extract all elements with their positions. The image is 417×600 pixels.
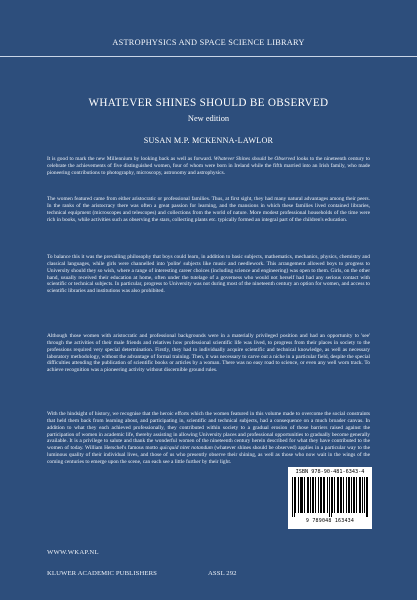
barcode-bar [313, 477, 314, 513]
blurb-paragraph-3: To balance this it was the prevailing philosophy that boys could learn, in addition to basic subjects, mathematics, mechanics, physics, chemistry and classical languages, while girls were channelled into 'polite' subjects like music and needlework. This arrangement allowed boys to progress to University should they so wish, where a range of interesting career choices (including science and engineering) was open to them. Girls, on the other hand, usually received their education at home, often under the tutelage of a governess who would not herself had had any serious contact with scientific or technical subjects. In particular, progress to University was not during most of the nineteenth century an option for women, and access to scientific libraries and institutions was also prohibited. [47, 254, 370, 295]
barcode-bar [353, 477, 354, 513]
barcode-bar [341, 477, 342, 513]
assl-volume-number: ASSL 292 [208, 570, 237, 577]
barcode-bar [364, 477, 365, 513]
barcode-bar [295, 477, 296, 513]
edition-label: New edition [187, 114, 230, 123]
barcode-bar [354, 477, 355, 513]
blurb-paragraph-1-text-b: looks to the nineteenth century to celebrate the achievements of five distinguished women, four of whom were born in Ireland while the fifth married into an Irish family, who made pioneering contributions to photography, microscopy, astronomy and astrophysics. [47, 156, 370, 176]
barcode-bar [346, 477, 347, 513]
barcode-bar [327, 477, 328, 513]
herschel-motto: quicquid nitet notandum [159, 445, 213, 452]
barcode-bar [310, 477, 311, 513]
barcode-bar [343, 477, 344, 513]
barcode-bar [351, 477, 352, 513]
barcode-bar [324, 477, 325, 513]
barcode-bar [334, 477, 335, 513]
barcode-bar [321, 477, 322, 513]
barcode-bar [300, 477, 301, 513]
blurb-paragraph-1-text-a: It is good to mark the new Millennium by looking back as well as forward. [47, 156, 214, 162]
barcode-bar [318, 477, 319, 513]
barcode-bar [332, 477, 333, 513]
barcode-bar [360, 477, 361, 513]
publisher-name: KLUWER ACADEMIC PUBLISHERS [47, 570, 157, 577]
barcode-bar [294, 477, 295, 517]
blurb-paragraph-5 [47, 411, 370, 466]
barcode-bar [292, 477, 293, 517]
blurb-paragraph-1 [47, 156, 370, 177]
barcode-bar [312, 477, 313, 513]
barcode-bar [304, 477, 305, 513]
barcode-bar [349, 477, 350, 513]
author-name: SUSAN M.P. MCKENNA-LAWLOR [143, 136, 274, 145]
barcode-bar [340, 477, 341, 513]
book-title: WHATEVER SHINES SHOULD BE OBSERVED [88, 97, 329, 109]
barcode-bar [367, 477, 368, 517]
barcode-bar [366, 477, 367, 517]
barcode-bar [329, 477, 330, 517]
barcode-bar [331, 477, 332, 517]
barcode-bar [301, 477, 302, 513]
blurb-paragraph-2: The women featured came from either aristocratic or professional families. Thus, at first sight, they had many natural advantages among their peers. In the ranks of the aristocracy there was often a great passion for learning, and the mansions in which these families lived contained libraries, technical equipment (microscopes and telescopes) and collections from the world of nature. More modest professional households of the time were rich in books, while activities such as observing the stars, collecting plants etc. typically formed an integral part of the children's education. [47, 196, 370, 223]
barcode-bar [338, 477, 339, 513]
barcode-bar [359, 477, 360, 513]
top-edge [0, 0, 417, 7]
barcode-panel [288, 467, 372, 529]
barcode-bar [362, 477, 363, 513]
barcode-bar [302, 477, 303, 513]
blurb-paragraph-1-title: Whatever Shines should be Observed [213, 156, 296, 162]
barcode-digits: 9 789048 163434 [305, 518, 355, 524]
barcode-bar [356, 477, 357, 513]
barcode-bar [315, 477, 316, 513]
barcode-icon [292, 477, 368, 517]
isbn-label: ISBN 978-90-481-6343-4 [295, 469, 365, 475]
barcode-bar [308, 477, 309, 513]
barcode-bar [307, 477, 308, 513]
barcode-bar [337, 477, 338, 513]
blurb-paragraph-4: Although those women with aristocratic and professional backgrounds were in a materially privileged position and had an opportunity to 'see' through the activities of their male friends and relatives how professional scientific life was lived, to progress from their places in society to the professions required very special determination. Firstly, they had to individually acquire scientific and technical knowledge, as well as necessary laboratory methodology, without the advantage of formal training. Then, it was necessary to carve out a niche in a particular field, despite the special difficulties attending the publication of scientific books or articles by a woman. There was no easy road to science, or even any well worn track. To achieve recognition was a pioneering activity without discernible ground rules. [47, 333, 370, 374]
barcode-bar [348, 477, 349, 513]
publisher-website: WWW.WKAP.NL [47, 549, 99, 556]
series-divider [0, 56, 417, 57]
barcode-bar [298, 477, 299, 513]
barcode-bar [320, 477, 321, 513]
blurb-paragraph-5-text-b: (whatever shines should be observed) applies in a particular way to the luminous quality of their individual lives, and those of us who presently observe their shining, as well as those who now wait in the wings of the coming centuries to emerge upon the scene, can each see a little further by their light. [47, 445, 370, 465]
barcode-bar [323, 477, 324, 513]
blurb-paragraph-5-text-a: With the hindsight of history, we recognise that the heroic efforts which the women featured in this volume made to overcome the social constraints that held them back from learning about, and participating in, scientific and technical subjects, had a consequence on a much broader canvas. In addition to what they each achieved professionally, they contributed within society to a gradual erosion of those barriers raised against the participation of women in academic life, thereby assisting in allowing University places and professional opportunities to gradually become generally available. It is a privilege to salute and thank the wonderful women of the nineteenth century herein described for what they have contributed to the women of today. William Herschel's famous motto [47, 411, 370, 452]
series-name: ASTROPHYSICS AND SPACE SCIENCE LIBRARY [112, 38, 305, 47]
